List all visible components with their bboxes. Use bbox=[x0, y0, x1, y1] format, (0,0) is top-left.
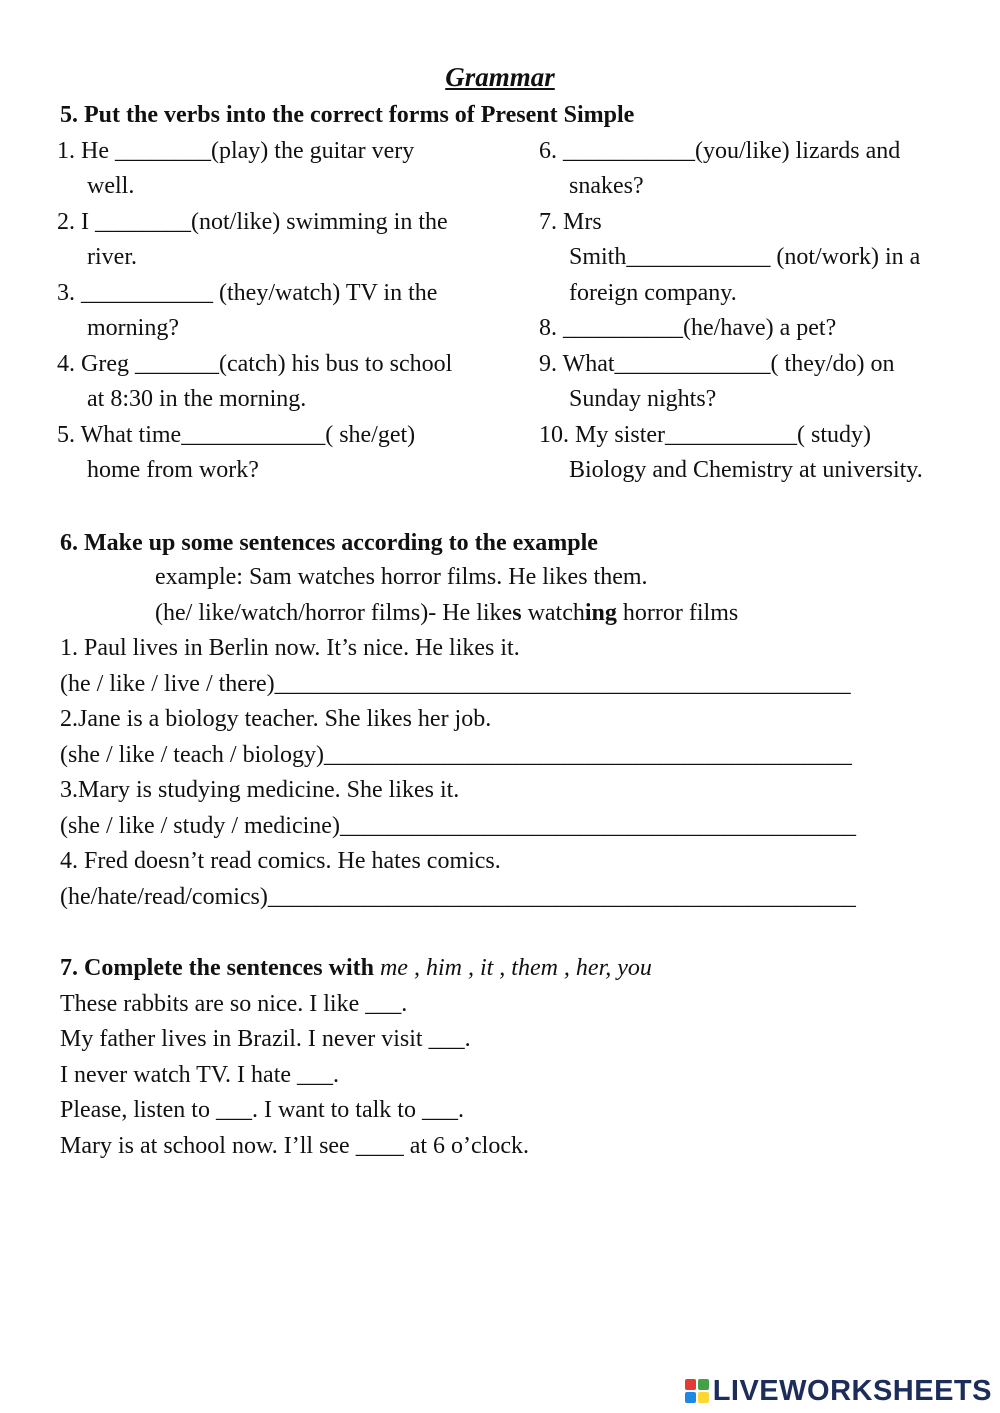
ex5-item-3-line2: morning? bbox=[87, 315, 179, 341]
page-title: Grammar bbox=[445, 62, 555, 92]
ex5-item-5-line2: home from work? bbox=[87, 457, 259, 483]
ex6-item-4-sentence: 4. Fred doesn’t read comics. He hates comics. bbox=[60, 848, 501, 874]
ex6-example-line1: example: Sam watches horror films. He likes them. bbox=[155, 564, 648, 590]
ex6-item-2-sentence: 2.Jane is a biology teacher. She likes her job. bbox=[60, 706, 492, 732]
ex6-item-1-prompt: (he / like / live / there)________________________________________________ bbox=[60, 671, 851, 697]
ex5-item-5-line1: 5. What time____________( she/get) bbox=[57, 422, 416, 448]
ex7-line-2: My father lives in Brazil. I never visit ___. bbox=[60, 1026, 471, 1052]
exercise-7-heading: 7. Complete the sentences with me , him , it , them , her, you bbox=[60, 955, 652, 981]
ex5-item-6-line1: 6. ___________(you/like) lizards and bbox=[539, 138, 901, 164]
ex5-item-8-line1: 8. __________(he/have) a pet? bbox=[539, 315, 837, 341]
ex5-item-2-line1: 2. I ________(not/like) swimming in the bbox=[57, 209, 448, 235]
ex6-item-3-sentence: 3.Mary is studying medicine. She likes it. bbox=[60, 777, 460, 803]
ex5-item-10-line2: Biology and Chemistry at university. bbox=[569, 457, 923, 483]
ex7-line-4: Please, listen to ___. I want to talk to ___. bbox=[60, 1097, 464, 1123]
liveworksheets-logo-text: LIVEWORKSHEETS bbox=[712, 1374, 992, 1407]
liveworksheets-logo-icon bbox=[684, 1378, 710, 1404]
liveworksheets-logo bbox=[684, 1373, 992, 1409]
ex5-item-6-line2: snakes? bbox=[569, 173, 644, 199]
ex5-item-1-line2: well. bbox=[87, 173, 135, 199]
ex7-line-1: These rabbits are so nice. I like ___. bbox=[60, 991, 408, 1017]
ex5-item-1-line1: 1. He ________(play) the guitar very bbox=[57, 138, 415, 164]
ex6-item-1-sentence: 1. Paul lives in Berlin now. It’s nice. He likes it. bbox=[60, 635, 520, 661]
ex6-example-line2: (he/ like/watch/horror films)- He likes watching horror films bbox=[155, 600, 739, 626]
ex7-line-3: I never watch TV. I hate ___. bbox=[60, 1062, 340, 1088]
ex5-item-3-line1: 3. ___________ (they/watch) TV in the bbox=[57, 280, 438, 306]
ex6-item-2-prompt: (she / like / teach / biology)____________________________________________ bbox=[60, 742, 852, 768]
ex5-item-10-line1: 10. My sister___________( study) bbox=[539, 422, 871, 448]
ex5-item-7-line1: 7. Mrs bbox=[539, 209, 602, 235]
ex7-line-5: Mary is at school now. I’ll see ____ at 6 o’clock. bbox=[60, 1133, 529, 1159]
ex5-item-7-line3: foreign company. bbox=[569, 280, 737, 306]
ex5-item-9-line1: 9. What_____________( they/do) on bbox=[539, 351, 895, 377]
ex5-item-7-line2: Smith____________ (not/work) in a bbox=[569, 244, 921, 270]
exercise-5-heading: 5. Put the verbs into the correct forms of Present Simple bbox=[60, 102, 635, 128]
exercise-6-heading: 6. Make up some sentences according to the example bbox=[60, 530, 598, 556]
ex6-item-3-prompt: (she / like / study / medicine)___________________________________________ bbox=[60, 813, 856, 839]
ex7-word-list: me , him , it , them , her, you bbox=[379, 955, 652, 981]
ex5-item-4-line2: at 8:30 in the morning. bbox=[87, 386, 307, 412]
ex6-item-4-prompt: (he/hate/read/comics)_________________________________________________ bbox=[60, 884, 856, 910]
ex5-item-9-line2: Sunday nights? bbox=[569, 386, 717, 412]
ex5-item-4-line1: 4. Greg _______(catch) his bus to school bbox=[57, 351, 453, 377]
ex5-item-2-line2: river. bbox=[87, 244, 137, 270]
